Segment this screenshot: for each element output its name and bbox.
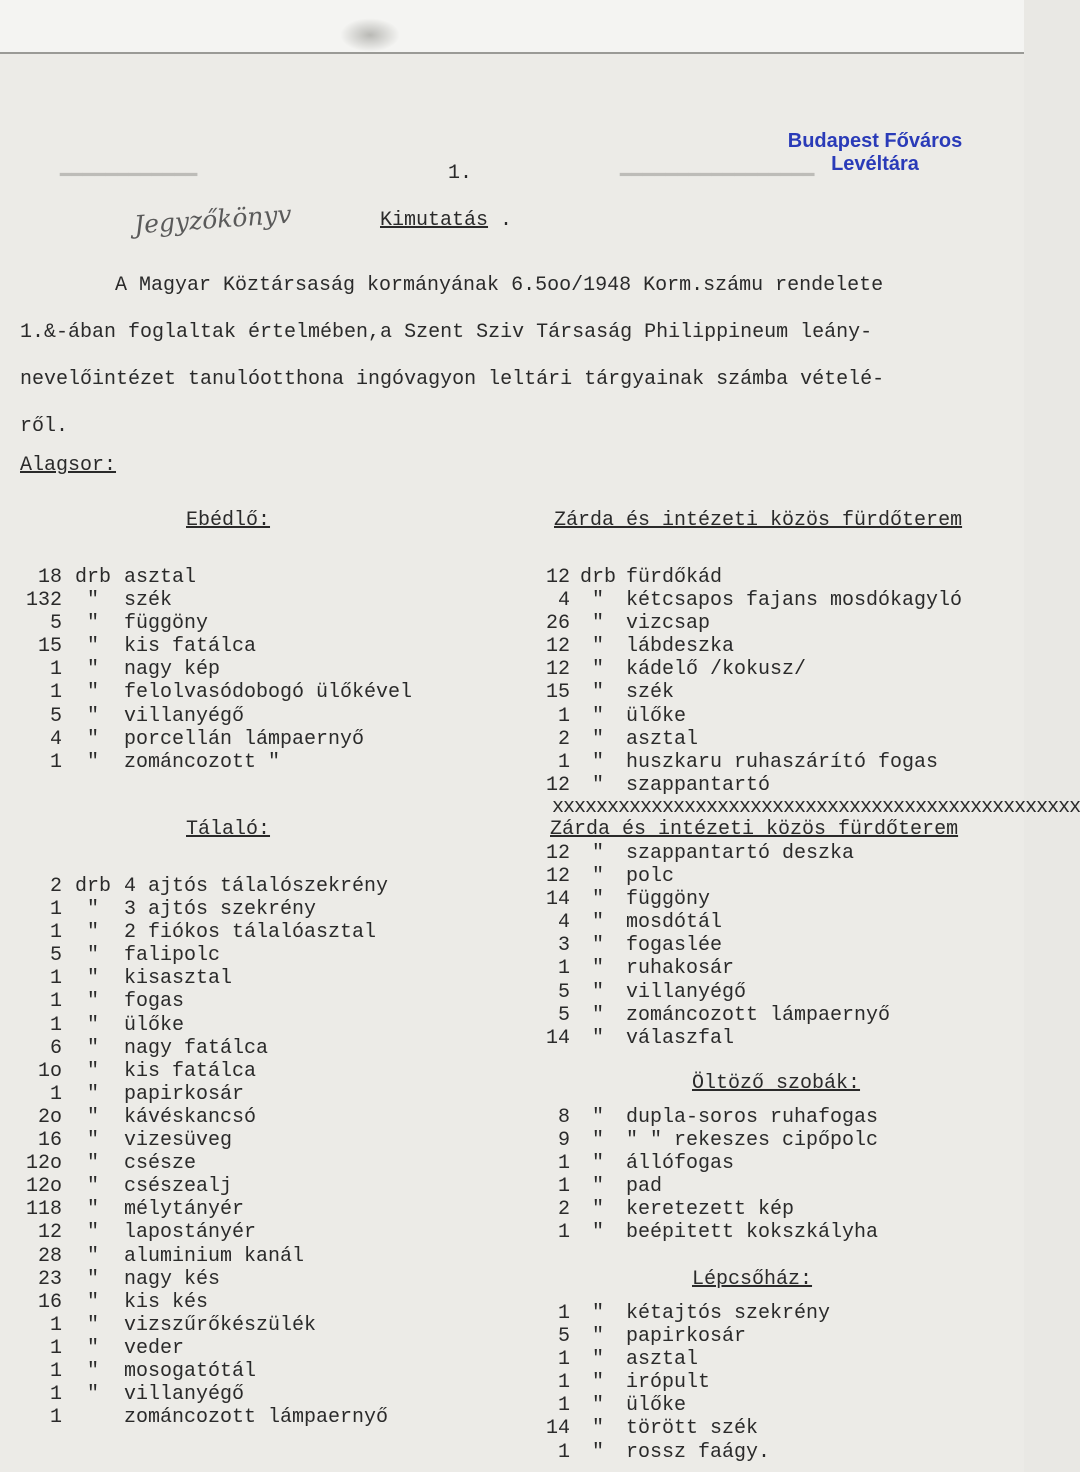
item-quantity: 1 (49, 1383, 62, 1407)
item-unit-mark: " (591, 1175, 604, 1199)
item-unit-mark: " (86, 681, 99, 705)
item-quantity: 1 (557, 704, 570, 728)
item-name: villanyégő (124, 704, 245, 728)
item-name: ülőke (626, 1394, 687, 1418)
item-quantity: 5 (557, 1325, 570, 1349)
item-unit-mark: " (86, 921, 99, 945)
item-unit-mark: " (86, 727, 99, 751)
item-quantity: 1 (49, 990, 62, 1014)
item-quantity: 1 (49, 1336, 62, 1360)
item-name: függöny (626, 888, 711, 912)
inventory-item (12, 566, 412, 589)
item-unit-mark: " (86, 612, 99, 636)
inventory-item (530, 681, 962, 704)
item-unit-mark: " (86, 1198, 99, 1222)
inventory-item (12, 1221, 388, 1244)
item-name: kis fatálca (124, 1059, 257, 1083)
inventory-item (530, 1175, 878, 1198)
item-name: lapostányér (124, 1221, 257, 1245)
item-unit-mark: drb (579, 566, 616, 589)
item-unit-mark: " (591, 1440, 604, 1464)
item-name: polc (626, 865, 675, 889)
item-unit-mark: " (591, 681, 604, 705)
bleed-through-2: ━━━━━━━━━━━━━━━━━ (620, 165, 815, 187)
item-quantity: 1 (49, 1082, 62, 1106)
item-quantity: 5 (49, 944, 62, 968)
item-quantity: 6 (49, 1036, 62, 1060)
inventory-item (530, 705, 962, 728)
item-name: felolvasódobogó ülőkével (124, 681, 413, 705)
inventory-item (12, 728, 412, 751)
item-name: irópult (626, 1371, 711, 1395)
item-name: veder (124, 1336, 185, 1360)
item-name: állófogas (626, 1152, 735, 1176)
item-quantity: 1 (557, 1440, 570, 1464)
item-quantity: 12 (545, 635, 570, 659)
item-quantity: 12 (37, 1221, 62, 1245)
item-quantity: 15 (37, 635, 62, 659)
item-name: asztal (626, 1348, 699, 1372)
item-unit-mark: " (591, 1026, 604, 1050)
inventory-item (12, 1383, 388, 1406)
right-section2-list (530, 842, 890, 1050)
inventory-item (530, 1441, 830, 1464)
item-quantity: 3 (557, 934, 570, 958)
inventory-item (12, 1014, 388, 1037)
item-unit-mark: " (86, 1267, 99, 1291)
item-quantity: 12 (545, 566, 570, 589)
item-unit-mark: " (86, 1359, 99, 1383)
item-quantity: 1 (557, 1175, 570, 1199)
item-quantity: 1 (557, 1302, 570, 1325)
intro-line: 1.&-ában foglaltak értelmében,a Szent Sziv Társaság Philippineum leány- (20, 321, 873, 344)
item-unit-mark (62, 1406, 124, 1429)
item-quantity: 132 (25, 589, 62, 613)
item-name: zománcozott lámpaernyő (124, 1406, 389, 1430)
item-quantity: 1 (557, 957, 570, 981)
item-unit-mark: " (591, 1325, 604, 1349)
item-unit-mark: " (591, 888, 604, 912)
inventory-item (530, 612, 962, 635)
item-unit-mark: " (86, 750, 99, 774)
item-unit-mark: " (591, 934, 604, 958)
item-unit-mark: " (591, 1152, 604, 1176)
item-quantity: 16 (37, 1290, 62, 1314)
item-quantity: 5 (557, 980, 570, 1004)
item-quantity: 12o (25, 1152, 62, 1176)
page-number: 1. (448, 162, 473, 185)
item-unit-mark: " (86, 589, 99, 613)
inventory-item (530, 934, 890, 957)
item-unit-mark: " (591, 1221, 604, 1245)
item-name: válaszfal (626, 1026, 735, 1050)
item-name: szappantartó deszka (626, 842, 855, 865)
right-section1-list (530, 566, 962, 797)
item-name: törött szék (626, 1417, 759, 1441)
inventory-item (12, 635, 412, 658)
intro-line: ről. (20, 415, 69, 438)
inventory-item (530, 1394, 830, 1417)
item-quantity: 14 (545, 1026, 570, 1050)
right-section4-list (530, 1302, 830, 1464)
item-name: asztal (124, 566, 197, 589)
item-unit-mark: " (86, 1082, 99, 1106)
scan-smudge (340, 18, 400, 52)
item-unit-mark: " (591, 1003, 604, 1027)
inventory-item (530, 1129, 878, 1152)
item-quantity: 118 (25, 1198, 62, 1222)
item-name: ülőke (626, 704, 687, 728)
inventory-item (12, 1268, 388, 1291)
item-name: fogaslée (626, 934, 723, 958)
item-unit-mark: " (86, 1175, 99, 1199)
item-unit-mark: " (591, 704, 604, 728)
item-name: mélytányér (124, 1198, 245, 1222)
item-unit-mark: " (86, 1221, 99, 1245)
item-quantity: 12 (545, 773, 570, 797)
item-unit-mark: " (86, 1313, 99, 1337)
right-section3-list (530, 1106, 878, 1245)
item-name: kis fatálca (124, 635, 257, 659)
item-unit-mark: " (86, 1290, 99, 1314)
inventory-item (530, 1348, 830, 1371)
item-name: dupla-soros ruhafogas (626, 1106, 879, 1129)
item-name: fürdőkád (626, 566, 723, 589)
item-name: " " rekeszes cipőpolc (626, 1129, 879, 1153)
inventory-item (530, 728, 962, 751)
handwritten-note: Jegyzőkönyv (133, 199, 293, 240)
item-name: fogas (124, 990, 185, 1014)
item-unit-mark: " (591, 957, 604, 981)
item-unit-mark: " (591, 980, 604, 1004)
item-quantity: 4 (49, 727, 62, 751)
inventory-item (530, 1371, 830, 1394)
item-quantity: 28 (37, 1244, 62, 1268)
item-name: nagy kés (124, 1267, 221, 1291)
inventory-item (530, 1004, 890, 1027)
stamp-line-2: Levéltára (831, 153, 919, 175)
item-name: aluminium kanál (124, 1244, 305, 1268)
inventory-item (530, 888, 890, 911)
inventory-item (530, 751, 962, 774)
item-unit-mark: " (86, 1013, 99, 1037)
inventory-item (530, 1417, 830, 1440)
item-quantity: 1 (49, 681, 62, 705)
item-name: csészealj (124, 1175, 233, 1199)
title-suffix: . (488, 209, 513, 232)
item-name: keretezett kép (626, 1198, 795, 1222)
item-name: zománcozott lámpaernyő (626, 1003, 891, 1027)
item-unit-mark: " (591, 1417, 604, 1441)
inventory-item (12, 1406, 388, 1429)
inventory-item (12, 1314, 388, 1337)
inventory-item (12, 875, 388, 898)
item-name: szappantartó (626, 773, 771, 797)
inventory-item (12, 1060, 388, 1083)
item-unit-mark: " (86, 1152, 99, 1176)
item-quantity: 1 (557, 1152, 570, 1176)
item-unit-mark: " (86, 658, 99, 682)
item-name: kétajtós szekrény (626, 1302, 831, 1325)
item-unit-mark: " (591, 773, 604, 797)
item-quantity: 12o (25, 1175, 62, 1199)
item-unit-mark: " (591, 589, 604, 613)
inventory-item (12, 1175, 388, 1198)
item-name: kávéskancsó (124, 1105, 257, 1129)
item-quantity: 12 (545, 658, 570, 682)
item-quantity: 18 (37, 566, 62, 589)
item-quantity: 16 (37, 1129, 62, 1153)
inventory-item (12, 1152, 388, 1175)
inventory-item (12, 990, 388, 1013)
left-section2-list (12, 875, 388, 1429)
item-unit-mark: " (86, 704, 99, 728)
inventory-item (12, 944, 388, 967)
item-quantity: 2o (37, 1105, 62, 1129)
inventory-item (12, 1083, 388, 1106)
inventory-item (530, 589, 962, 612)
item-name: ruhakosár (626, 957, 735, 981)
bleed-through-1: ━━━━━━━━━━━━ (60, 165, 198, 187)
item-quantity: 1 (49, 1406, 62, 1430)
intro-paragraph (20, 262, 1010, 450)
item-unit-mark: " (591, 865, 604, 889)
item-name: rossz faágy. (626, 1440, 771, 1464)
item-quantity: 1 (49, 750, 62, 774)
inventory-item (12, 921, 388, 944)
inventory-item (530, 1027, 890, 1050)
floor-heading: Alagsor: (20, 454, 117, 477)
item-unit-mark: " (86, 1129, 99, 1153)
item-quantity: 26 (545, 612, 570, 636)
item-name: szék (626, 681, 675, 705)
item-quantity: 2 (557, 727, 570, 751)
item-unit-mark: " (591, 1106, 604, 1129)
inventory-item (12, 1245, 388, 1268)
item-name: falipolc (124, 944, 221, 968)
item-name: pad (626, 1175, 663, 1199)
item-name: nagy kép (124, 658, 221, 682)
item-name: asztal (626, 727, 699, 751)
item-unit-mark: " (591, 911, 604, 935)
item-unit-mark: " (591, 842, 604, 865)
item-name: villanyégő (124, 1383, 245, 1407)
inventory-item (530, 1302, 830, 1325)
item-quantity: 2 (557, 1198, 570, 1222)
item-unit-mark: " (591, 1198, 604, 1222)
right-section1-heading: Zárda és intézeti közös fürdőterem (554, 509, 963, 532)
item-name: 4 ajtós tálalószekrény (124, 875, 389, 898)
item-unit-mark: " (86, 990, 99, 1014)
item-unit-mark: " (591, 1348, 604, 1372)
item-quantity: 9 (557, 1129, 570, 1153)
stamp-line-1: Budapest Főváros (787, 130, 963, 152)
item-quantity: 2 (49, 875, 62, 898)
item-unit-mark: " (591, 1394, 604, 1418)
scan-top-margin (0, 0, 1024, 52)
item-quantity: 5 (49, 612, 62, 636)
right-section2-heading: Zárda és intézeti közös fürdőterem (550, 818, 959, 841)
item-unit-mark: " (86, 635, 99, 659)
item-unit-mark: " (86, 1036, 99, 1060)
item-name: huszkaru ruhaszárító fogas (626, 750, 939, 774)
item-name: ülőke (124, 1013, 185, 1037)
item-name: lábdeszka (626, 635, 735, 659)
item-name: nagy fatálca (124, 1036, 269, 1060)
inventory-item (530, 635, 962, 658)
inventory-item (530, 1325, 830, 1348)
item-name: kádelő /kokusz/ (626, 658, 807, 682)
inventory-item (530, 1198, 878, 1221)
inventory-item (530, 658, 962, 681)
inventory-item (12, 658, 412, 681)
item-unit-mark: " (591, 1129, 604, 1153)
inventory-item (12, 898, 388, 921)
inventory-item (12, 1037, 388, 1060)
title-text: Kimutatás (380, 209, 489, 232)
inventory-item (530, 911, 890, 934)
inventory-item (530, 774, 962, 797)
item-quantity: 12 (545, 865, 570, 889)
item-quantity: 4 (557, 589, 570, 613)
item-unit-mark: " (86, 1383, 99, 1407)
item-unit-mark: " (86, 1244, 99, 1268)
item-unit-mark: " (591, 1371, 604, 1395)
left-section2-heading: Tálaló: (186, 818, 271, 841)
item-quantity: 5 (557, 1003, 570, 1027)
item-name: porcellán lámpaernyő (124, 727, 365, 751)
strike-line: xxxxxxxxxxxxxxxxxxxxxxxxxxxxxxxxxxxxxxxxxxxxxxxx (552, 796, 1080, 819)
item-quantity: 1 (49, 1359, 62, 1383)
item-name: villanyégő (626, 980, 747, 1004)
item-quantity: 12 (545, 842, 570, 865)
item-quantity: 1 (49, 658, 62, 682)
item-name: 2 fiókos tálalóasztal (124, 921, 377, 945)
intro-line: A Magyar Köztársaság kormányának 6.5oo/1948 Korm.számu rendelete (115, 274, 884, 297)
item-name: kisasztal (124, 967, 233, 991)
item-name: vizcsap (626, 612, 711, 636)
item-unit-mark: " (591, 658, 604, 682)
item-unit-mark: " (86, 944, 99, 968)
item-quantity: 1 (557, 1371, 570, 1395)
item-unit-mark: " (591, 635, 604, 659)
inventory-item (530, 842, 890, 865)
item-quantity: 8 (557, 1106, 570, 1129)
item-unit-mark: " (86, 898, 99, 922)
inventory-item (530, 566, 962, 589)
item-name: mosdótál (626, 911, 723, 935)
inventory-item (530, 865, 890, 888)
item-quantity: 4 (557, 911, 570, 935)
inventory-item (530, 957, 890, 980)
item-unit-mark: " (591, 750, 604, 774)
item-quantity: 1 (49, 921, 62, 945)
inventory-item (12, 1337, 388, 1360)
left-section1-list (12, 566, 412, 774)
item-name: csésze (124, 1152, 197, 1176)
inventory-item (530, 1106, 878, 1129)
inventory-item (12, 612, 412, 635)
inventory-item (12, 1106, 388, 1129)
inventory-item (12, 1198, 388, 1221)
item-name: papirkosár (626, 1325, 747, 1349)
item-quantity: 1 (49, 967, 62, 991)
inventory-item (530, 981, 890, 1004)
item-name: vizszűrőkészülék (124, 1313, 317, 1337)
item-unit-mark: " (86, 1105, 99, 1129)
item-quantity: 1 (557, 750, 570, 774)
inventory-item (12, 705, 412, 728)
item-name: 3 ajtós szekrény (124, 898, 317, 922)
archive-stamp (770, 130, 980, 176)
inventory-item (12, 589, 412, 612)
item-name: kis kés (124, 1290, 209, 1314)
inventory-item (12, 1360, 388, 1383)
item-unit-mark: " (591, 1302, 604, 1325)
inventory-item (12, 681, 412, 704)
item-unit-mark: " (86, 1336, 99, 1360)
item-quantity: 23 (37, 1267, 62, 1291)
right-section3-heading: Öltöző szobák: (692, 1072, 861, 1095)
inventory-item (530, 1221, 878, 1244)
item-quantity: 5 (49, 704, 62, 728)
left-section1-heading: Ebédlő: (186, 509, 271, 532)
inventory-item (12, 967, 388, 990)
item-name: zománcozott " (124, 750, 281, 774)
item-quantity: 1 (49, 1313, 62, 1337)
item-name: kétcsapos fajans mosdókagyló (626, 589, 963, 613)
intro-line: nevelőintézet tanulóotthona ingóvagyon leltári tárgyainak számba vételé- (20, 368, 885, 391)
item-name: beépitett kokszkályha (626, 1221, 879, 1245)
item-unit-mark: " (86, 967, 99, 991)
item-name: szék (124, 589, 173, 613)
inventory-item (530, 1152, 878, 1175)
item-name: függöny (124, 612, 209, 636)
item-quantity: 1 (49, 1013, 62, 1037)
item-unit-mark: " (591, 612, 604, 636)
item-unit-mark: drb (74, 566, 111, 589)
item-name: papirkosár (124, 1082, 245, 1106)
item-quantity: 14 (545, 1417, 570, 1441)
inventory-item (12, 751, 412, 774)
item-name: vizesüveg (124, 1129, 233, 1153)
inventory-item (12, 1129, 388, 1152)
right-section4-heading: Lépcsőház: (692, 1268, 813, 1291)
item-unit-mark: drb (74, 875, 111, 898)
item-unit-mark: " (591, 727, 604, 751)
item-quantity: 15 (545, 681, 570, 705)
item-unit-mark: " (86, 1059, 99, 1083)
item-quantity: 14 (545, 888, 570, 912)
item-quantity: 1 (557, 1221, 570, 1245)
item-quantity: 1 (557, 1394, 570, 1418)
item-quantity: 1 (557, 1348, 570, 1372)
item-name: mosogatótál (124, 1359, 257, 1383)
item-quantity: 1 (49, 898, 62, 922)
inventory-item (12, 1291, 388, 1314)
item-quantity: 1o (37, 1059, 62, 1083)
document-title (380, 209, 512, 232)
